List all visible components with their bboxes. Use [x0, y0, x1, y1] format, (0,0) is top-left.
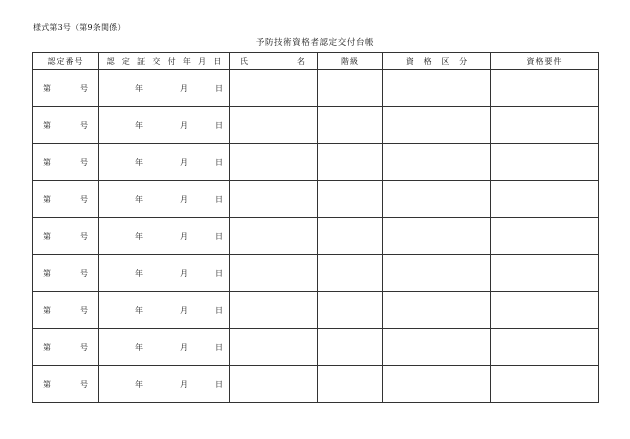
qualification-category-cell[interactable] — [383, 107, 491, 144]
year-label: 年 — [135, 268, 143, 278]
qualification-requirements-cell[interactable] — [491, 366, 599, 403]
issue-date-cell[interactable] — [99, 255, 230, 292]
day-label: 日 — [215, 83, 223, 93]
table-row — [33, 292, 599, 329]
header-row — [33, 53, 599, 70]
cert-number-cell[interactable] — [33, 107, 99, 144]
name-cell[interactable] — [230, 218, 318, 255]
day-label: 日 — [215, 157, 223, 167]
qualification-category-cell[interactable] — [383, 292, 491, 329]
name-cell[interactable] — [230, 70, 318, 107]
table-row — [33, 70, 599, 107]
header-char: 認 — [106, 56, 115, 66]
month-label: 月 — [180, 83, 188, 93]
qualification-category-cell[interactable] — [383, 329, 491, 366]
qualification-requirements-cell[interactable] — [491, 292, 599, 329]
header-grade: 階級 — [318, 53, 383, 70]
qualification-category-cell[interactable] — [383, 366, 491, 403]
qualification-category-cell[interactable] — [383, 218, 491, 255]
cert-number-suffix: 号 — [80, 231, 88, 241]
header-char: 日 — [213, 56, 222, 66]
qualification-category-cell[interactable] — [383, 144, 491, 181]
issue-date-cell[interactable] — [99, 70, 230, 107]
table-row — [33, 218, 599, 255]
month-label: 月 — [180, 231, 188, 241]
name-cell[interactable] — [230, 144, 318, 181]
header-name — [230, 53, 318, 70]
issue-date-cell[interactable] — [99, 292, 230, 329]
header-qualification-category — [383, 53, 491, 70]
issue-date-cell[interactable] — [99, 181, 230, 218]
header-char: 証 — [137, 56, 146, 66]
grade-cell[interactable] — [318, 107, 383, 144]
header-char: 年 — [182, 56, 191, 66]
cert-number-cell[interactable] — [33, 70, 99, 107]
day-label: 日 — [215, 342, 223, 352]
qualification-requirements-cell[interactable] — [491, 181, 599, 218]
header-char: 月 — [198, 56, 207, 66]
cert-number-prefix: 第 — [43, 83, 51, 93]
grade-cell[interactable] — [318, 144, 383, 181]
qualification-requirements-cell[interactable] — [491, 144, 599, 181]
cert-number-suffix: 号 — [80, 305, 88, 315]
name-cell[interactable] — [230, 292, 318, 329]
month-label: 月 — [180, 268, 188, 278]
table-row — [33, 144, 599, 181]
day-label: 日 — [215, 379, 223, 389]
header-char: 交 — [152, 56, 161, 66]
header-char: 格 — [423, 56, 432, 66]
cert-number-suffix: 号 — [80, 83, 88, 93]
qualification-requirements-cell[interactable] — [491, 255, 599, 292]
cert-number-cell[interactable] — [33, 329, 99, 366]
qualification-category-cell[interactable] — [383, 70, 491, 107]
grade-cell[interactable] — [318, 70, 383, 107]
cert-number-prefix: 第 — [43, 268, 51, 278]
year-label: 年 — [135, 342, 143, 352]
day-label: 日 — [215, 194, 223, 204]
year-label: 年 — [135, 379, 143, 389]
grade-cell[interactable] — [318, 255, 383, 292]
cert-number-cell[interactable] — [33, 292, 99, 329]
grade-cell[interactable] — [318, 181, 383, 218]
cert-number-prefix: 第 — [43, 305, 51, 315]
qualification-category-cell[interactable] — [383, 255, 491, 292]
table-row — [33, 329, 599, 366]
header-issue-date — [99, 53, 230, 70]
cert-number-prefix: 第 — [43, 120, 51, 130]
cert-number-suffix: 号 — [80, 342, 88, 352]
name-cell[interactable] — [230, 329, 318, 366]
year-label: 年 — [135, 231, 143, 241]
qualification-category-cell[interactable] — [383, 181, 491, 218]
cert-number-cell[interactable] — [33, 218, 99, 255]
year-label: 年 — [135, 305, 143, 315]
month-label: 月 — [180, 305, 188, 315]
month-label: 月 — [180, 157, 188, 167]
form-number-label: 様式第3号（第9条関係） — [33, 23, 126, 32]
name-cell[interactable] — [230, 181, 318, 218]
header-char: 分 — [459, 56, 468, 66]
cert-number-prefix: 第 — [43, 157, 51, 167]
issue-date-cell[interactable] — [99, 144, 230, 181]
day-label: 日 — [215, 231, 223, 241]
month-label: 月 — [180, 379, 188, 389]
grade-cell[interactable] — [318, 329, 383, 366]
cert-number-cell[interactable] — [33, 255, 99, 292]
year-label: 年 — [135, 83, 143, 93]
cert-number-suffix: 号 — [80, 268, 88, 278]
register-body — [33, 70, 599, 403]
name-cell[interactable] — [230, 107, 318, 144]
year-label: 年 — [135, 157, 143, 167]
grade-cell[interactable] — [318, 366, 383, 403]
grade-cell[interactable] — [318, 292, 383, 329]
year-label: 年 — [135, 194, 143, 204]
header-char: 氏 — [240, 56, 248, 66]
table-row — [33, 255, 599, 292]
issue-date-cell[interactable] — [99, 107, 230, 144]
header-char: 付 — [167, 56, 176, 66]
register-title: 予防技術資格者認定交付台帳 — [255, 38, 375, 48]
day-label: 日 — [215, 120, 223, 130]
header-char: 定 — [121, 56, 130, 66]
cert-number-prefix: 第 — [43, 379, 51, 389]
cert-number-cell[interactable] — [33, 181, 99, 218]
grade-cell[interactable] — [318, 218, 383, 255]
cert-number-cell[interactable] — [33, 144, 99, 181]
name-cell[interactable] — [230, 366, 318, 403]
cert-number-prefix: 第 — [43, 231, 51, 241]
header-char: 資 — [405, 56, 414, 66]
header-qualification-requirements: 資格要件 — [491, 53, 599, 70]
cert-number-cell[interactable] — [33, 366, 99, 403]
issue-date-cell[interactable] — [99, 218, 230, 255]
month-label: 月 — [180, 342, 188, 352]
cert-number-suffix: 号 — [80, 157, 88, 167]
month-label: 月 — [180, 194, 188, 204]
table-row — [33, 107, 599, 144]
issue-date-cell[interactable] — [99, 329, 230, 366]
issue-date-cell[interactable] — [99, 366, 230, 403]
certification-register-table — [32, 52, 599, 403]
table-row — [33, 181, 599, 218]
cert-number-suffix: 号 — [80, 379, 88, 389]
month-label: 月 — [180, 120, 188, 130]
table-row — [33, 366, 599, 403]
qualification-requirements-cell[interactable] — [491, 329, 599, 366]
name-cell[interactable] — [230, 255, 318, 292]
day-label: 日 — [215, 305, 223, 315]
header-char: 区 — [441, 56, 450, 66]
cert-number-suffix: 号 — [80, 120, 88, 130]
header-cert-number: 認定番号 — [33, 53, 99, 70]
qualification-requirements-cell[interactable] — [491, 70, 599, 107]
qualification-requirements-cell[interactable] — [491, 218, 599, 255]
year-label: 年 — [135, 120, 143, 130]
qualification-requirements-cell[interactable] — [491, 107, 599, 144]
cert-number-prefix: 第 — [43, 194, 51, 204]
cert-number-prefix: 第 — [43, 342, 51, 352]
cert-number-suffix: 号 — [80, 194, 88, 204]
header-char: 名 — [297, 56, 305, 66]
day-label: 日 — [215, 268, 223, 278]
